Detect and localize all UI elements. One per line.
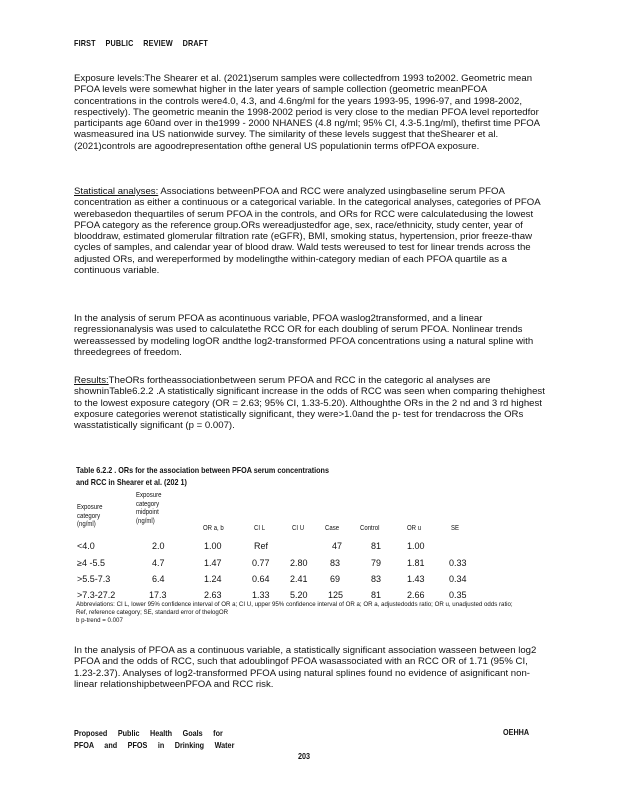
cell-midpoint: 2.0 — [152, 541, 165, 551]
cell-control: 81 — [371, 590, 382, 600]
cell-category: >7.3-27.2 — [77, 590, 116, 600]
cell-or-unadjusted: 2.66 — [407, 590, 425, 600]
cell-or: 1.00 — [204, 541, 222, 551]
header-case: Case — [325, 525, 340, 532]
cell-case: 47 — [332, 541, 343, 551]
cell-control: 81 — [371, 541, 382, 551]
header-se: SE — [451, 525, 460, 532]
cell-or-unadjusted: 1.43 — [407, 574, 425, 584]
continuous-analysis-text: In the analysis of serum PFOA as acontinuous variable, PFOA waslog2transformed, and a linear regressionanalysis was used to calculatethe RCC OR for each doubling of serum PFOA. Nonlinear trends wereassessed by modeling logOR andthe log2-transformed PFOA concentrations using a natural spline with threedegrees of freedom. — [74, 313, 534, 358]
cell-case: 69 — [330, 574, 341, 584]
header-control: Control — [360, 525, 380, 532]
cell-or: 2.63 — [204, 590, 222, 600]
header-or-unadjusted: OR u — [407, 525, 422, 532]
footer-agency: OEHHA — [503, 727, 530, 737]
continuous-analysis-paragraph — [74, 313, 546, 358]
cell-se: 0.33 — [449, 558, 467, 568]
cell-or-unadjusted: 1.81 — [407, 558, 425, 568]
exposure-text: Exposure levels:The Shearer et al. (2021)serum samples were collectedfrom 1993 to2002. Geometric mean PFOA levels were somewhat higher in the later years of sample collection (geometric meanPFOA concentrations in the controls were4.0, 4.3, and 4.6ng/ml for the years 1993-95, 1996-97, and 1998-2002, respectively). The geometric meanin the 1998-2002 period is very close to the median PFOA level reportedfor participants age 60and over in the1999 - 2000 NHANES (4.8 ng/ml; 95% CI, 4.3-5.1ng/ml), thefirst time PFOA wasmeasured ina US nationwide survey. The similarity of these levels suggest that theShearer et al. (2021)controls are agoodrepresentation ofthe general US populationin terms ofPFOA exposure. — [74, 73, 540, 152]
cell-or: 1.24 — [204, 574, 222, 584]
statistical-analyses-text: Associations betweenPFOA and RCC were analyzed usingbaseline serum PFOA concentration as either a continuous or a categorical variable. In the categorical analyses, categories of PFOA werebasedon thequartiles of serum PFOA in the controls, and ORs for RCC were calculatedusing the lowest PFOA category as the reference group.ORs wereadjustedfor age, sex, race/ethnicity, study center, year of blooddraw, estimated glomerular filtration rate (eGFR), BMI, smoking status, hypertension, prior freeze-thaw cycles of samples, and calendar year of blood draw. Wald tests wereused to test for linear trends across the adjusted ORs, and wereperformed by modelingthe within-category median of each PFOA quartile as a continuous variable. — [74, 186, 541, 277]
results-paragraph — [74, 375, 546, 431]
cell-or-unadjusted: 1.00 — [407, 541, 425, 551]
cell-midpoint: 17.3 — [149, 590, 167, 600]
cell-midpoint: 4.7 — [152, 558, 165, 568]
table-title — [76, 464, 403, 488]
cell-category: <4.0 — [77, 541, 95, 551]
table-p-trend-note: b p-trend = 0.007 — [76, 617, 123, 624]
statistical-analyses-paragraph — [74, 186, 546, 276]
page-number: 203 — [298, 751, 311, 761]
cell-ci-lower: 0.77 — [252, 558, 270, 568]
cell-category: >5.5-7.3 — [77, 574, 111, 584]
table-abbreviations: Abbreviations: CI L, lower 95% confidence interval of OR a; CI U, upper 95% confidence interval of OR a; OR a, adjustedodds ratio; OR u, unadjusted odds ratio; Ref, reference category; SE, standard error of thelogOR — [76, 601, 513, 616]
results-text: TheORs fortheassociationbetween serum PFOA and RCC in the categoric al analyses are showninTable6.2.2 .A statistically significant increase in the odds of RCC was seen when comparing thehighest to the lowest exposure category (OR = 2.63; 95% CI, 1.33-5.20). Althoughthe ORs in the 2 nd and 3 rd highest exposure categories werenot statistically significant, they were>1.0and the p- test for trendacross the ORs wasstatistically significant (p = 0.007). — [74, 375, 545, 432]
cell-category: ≥4 -5.5 — [77, 558, 105, 568]
final-paragraph — [74, 645, 546, 690]
cell-ci-lower: 1.33 — [252, 590, 270, 600]
cell-ci-lower: 0.64 — [252, 574, 270, 584]
header-ci-upper: CI U — [292, 525, 305, 532]
table-title-line-2: and RCC in Shearer et al. (202 1) — [76, 477, 187, 487]
draft-header: FIRST PUBLIC REVIEW DRAFT — [74, 38, 208, 48]
header-exposure-midpoint: Exposure category midpoint (ng/ml) — [136, 492, 162, 525]
exposure-paragraph — [74, 73, 546, 152]
cell-se: 0.34 — [449, 574, 467, 584]
footer-line-2: PFOA and PFOS in Drinking Water — [74, 740, 235, 750]
table-footnotes — [76, 601, 513, 625]
statistical-analyses-heading: Statistical analyses: — [74, 186, 159, 197]
cell-ci-upper: 5.20 — [290, 590, 308, 600]
header-exposure-category: Exposure category (ng/ml) — [77, 504, 103, 528]
cell-case: 125 — [328, 590, 344, 600]
cell-ci-lower: Ref — [254, 541, 269, 551]
cell-ci-upper: 2.80 — [290, 558, 308, 568]
cell-se: 0.35 — [449, 590, 467, 600]
header-ci-lower: CI L — [254, 525, 266, 532]
cell-or: 1.47 — [204, 558, 222, 568]
cell-ci-upper: 2.41 — [290, 574, 308, 584]
results-heading: Results: — [74, 375, 109, 386]
cell-case: 83 — [330, 558, 341, 568]
cell-control: 79 — [371, 558, 382, 568]
final-text: In the analysis of PFOA as a continuous variable, a statistically significant association wasseen between log2 PFOA and the odds of RCC, such that adoublingof PFOA wasassociated with an RCC OR of 1.71 (95% CI, 1.23-2.37). Analyses of log2-transformed PFOA using natural splines found no evidence of asignificant non-linear relationshipbetweenPFOA and RCC risk. — [74, 645, 537, 690]
footer-left — [74, 727, 234, 751]
cell-midpoint: 6.4 — [152, 574, 165, 584]
header-or-adjusted: OR a, b — [203, 525, 224, 532]
footer-line-1: Proposed Public Health Goals for — [74, 728, 223, 738]
cell-control: 83 — [371, 574, 382, 584]
table-title-line-1: Table 6.2.2 . ORs for the association between PFOA serum concentrations — [76, 465, 329, 475]
